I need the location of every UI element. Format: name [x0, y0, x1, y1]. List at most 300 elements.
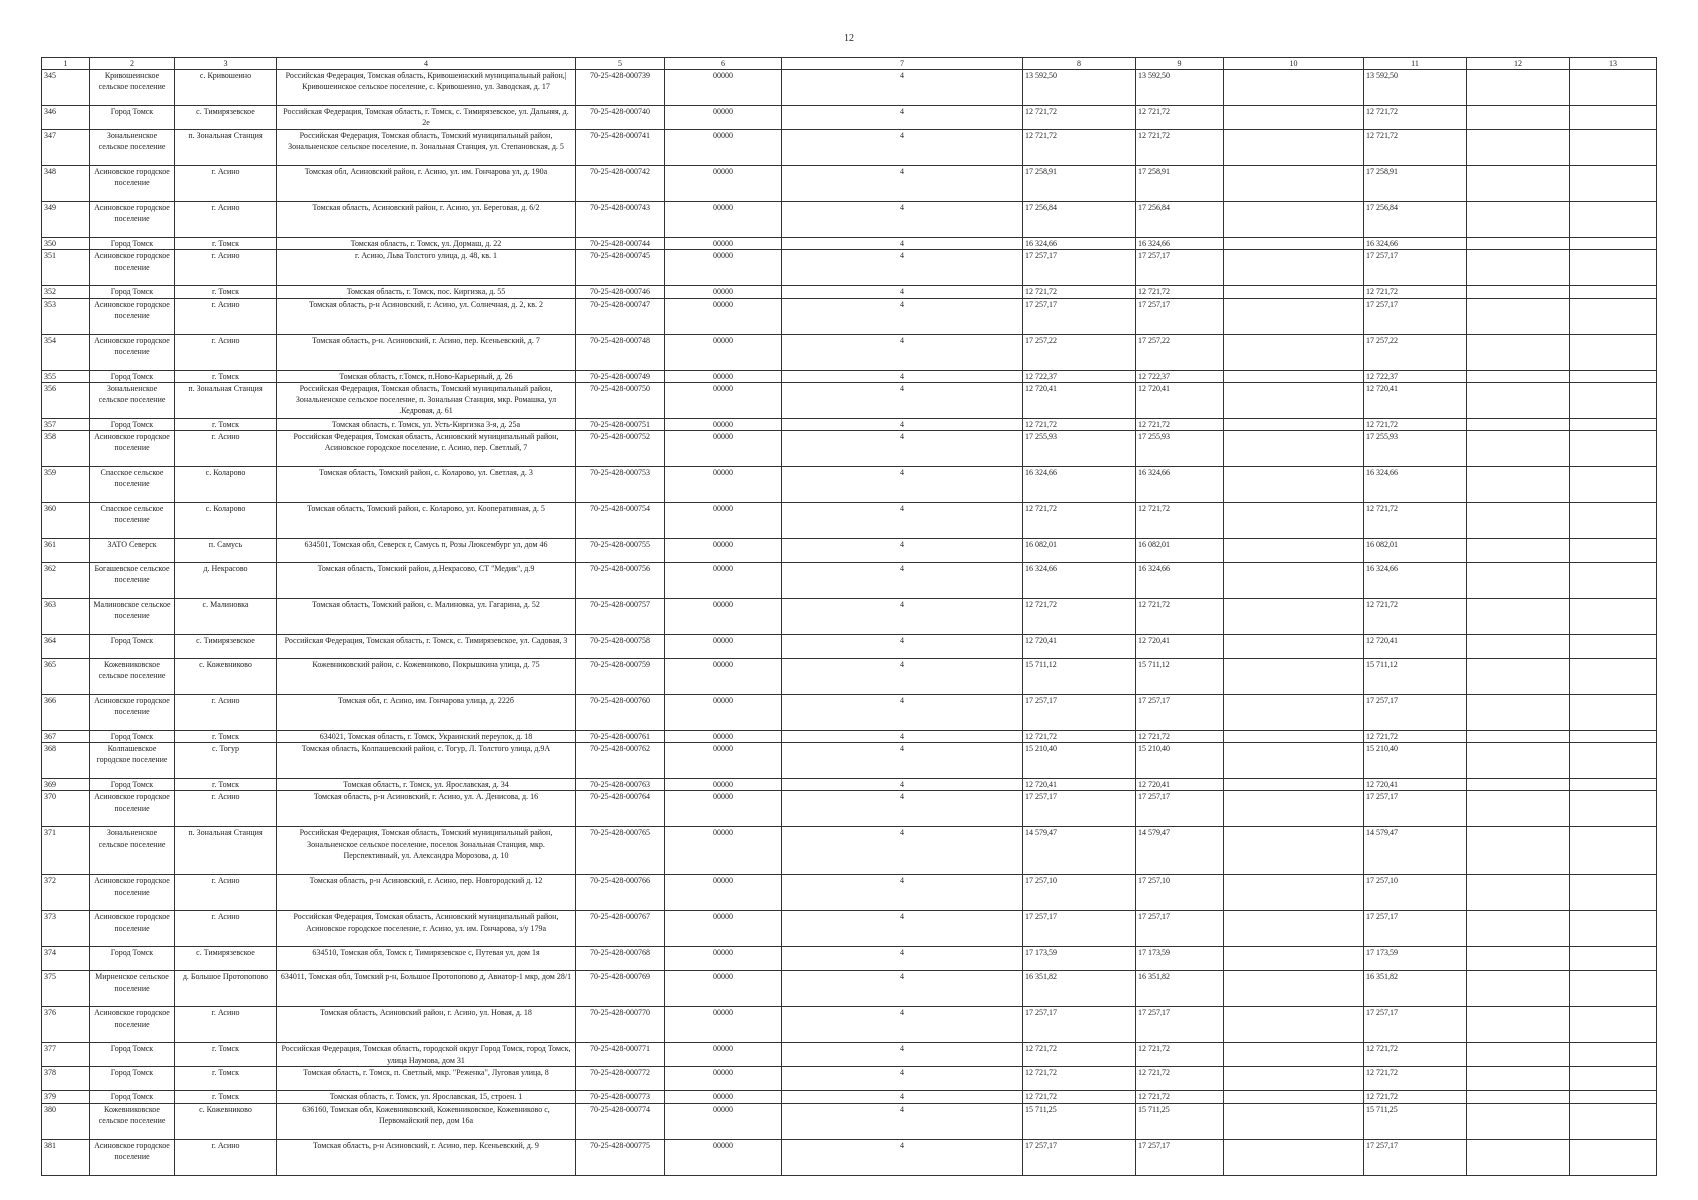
settlement-cell: г. Томск — [175, 779, 277, 791]
category-cell: 4 — [782, 911, 1023, 947]
code-cell: 00000 — [665, 791, 782, 827]
row-number-cell: 375 — [42, 971, 90, 1007]
address-cell: Российская Федерация, Томская область, г. Томск, с. Тимирязевское, ул. Дальняя, д. 2е — [277, 106, 576, 130]
empty-cell — [1570, 238, 1657, 250]
table-row — [42, 418, 1657, 430]
table-row — [42, 503, 1657, 539]
amount-cell: 12 721,72 — [1364, 1043, 1467, 1067]
row-number-cell: 349 — [42, 202, 90, 238]
registry-code-cell: 70-25-428-000757 — [576, 599, 665, 635]
municipality-cell: Спасское сельское поселение — [90, 503, 175, 539]
amount-cell: 17 173,59 — [1364, 947, 1467, 971]
municipality-cell: Асиновское городское поселение — [90, 1007, 175, 1043]
address-cell: 634011, Томская обл, Томский р-н, Большое Протопопово д, Авиатор-1 мкр, дом 28/1 — [277, 971, 576, 1007]
category-cell: 4 — [782, 70, 1023, 106]
municipality-cell: Город Томск — [90, 1043, 175, 1067]
empty-cell — [1224, 503, 1364, 539]
empty-cell — [1467, 827, 1570, 875]
municipality-cell: Асиновское городское поселение — [90, 298, 175, 334]
code-cell: 00000 — [665, 635, 782, 659]
amount-cell: 13 592,50 — [1023, 70, 1136, 106]
empty-cell — [1467, 503, 1570, 539]
amount-cell: 17 257,17 — [1023, 298, 1136, 334]
category-cell: 4 — [782, 1139, 1023, 1175]
amount-cell: 15 711,12 — [1023, 659, 1136, 695]
amount-cell: 17 257,17 — [1136, 298, 1224, 334]
settlement-cell: с. Тимирязевское — [175, 947, 277, 971]
address-cell: Томская область, р-н Асиновский, г. Асино, пер. Ксеньевский, д. 9 — [277, 1139, 576, 1175]
registry-code-cell: 70-25-428-000744 — [576, 238, 665, 250]
amount-cell: 12 721,72 — [1136, 503, 1224, 539]
municipality-cell: Зональненское сельское поселение — [90, 130, 175, 166]
table-row — [42, 635, 1657, 659]
settlement-cell: д. Некрасово — [175, 563, 277, 599]
municipality-cell: Город Томск — [90, 779, 175, 791]
municipality-cell: ЗАТО Северск — [90, 539, 175, 563]
registry-code-cell: 70-25-428-000740 — [576, 106, 665, 130]
empty-cell — [1224, 467, 1364, 503]
settlement-cell: г. Асино — [175, 202, 277, 238]
row-number-cell: 348 — [42, 166, 90, 202]
empty-cell — [1224, 1067, 1364, 1091]
code-cell: 00000 — [665, 659, 782, 695]
address-cell: Кожевниковский район, с. Кожевниково, Покрышкина улица, д. 75 — [277, 659, 576, 695]
municipality-cell: Мирненское сельское поселение — [90, 971, 175, 1007]
registry-code-cell: 70-25-428-000772 — [576, 1067, 665, 1091]
category-cell: 4 — [782, 130, 1023, 166]
empty-cell — [1467, 418, 1570, 430]
table-row — [42, 382, 1657, 418]
empty-cell — [1570, 875, 1657, 911]
column-header: 12 — [1467, 58, 1570, 70]
column-header: 3 — [175, 58, 277, 70]
amount-cell: 12 721,72 — [1023, 106, 1136, 130]
code-cell: 00000 — [665, 503, 782, 539]
empty-cell — [1224, 599, 1364, 635]
category-cell: 4 — [782, 791, 1023, 827]
address-cell: Томская область, г. Томск, ул. Ярославская, д. 34 — [277, 779, 576, 791]
empty-cell — [1570, 827, 1657, 875]
column-header: 13 — [1570, 58, 1657, 70]
category-cell: 4 — [782, 1043, 1023, 1067]
amount-cell: 16 324,66 — [1364, 563, 1467, 599]
empty-cell — [1467, 635, 1570, 659]
empty-cell — [1224, 130, 1364, 166]
code-cell: 00000 — [665, 130, 782, 166]
registry-code-cell: 70-25-428-000765 — [576, 827, 665, 875]
empty-cell — [1467, 370, 1570, 382]
municipality-cell: Зональненское сельское поселение — [90, 382, 175, 418]
amount-cell: 12 720,41 — [1136, 382, 1224, 418]
amount-cell: 17 258,91 — [1023, 166, 1136, 202]
empty-cell — [1467, 382, 1570, 418]
registry-code-cell: 70-25-428-000746 — [576, 286, 665, 298]
empty-cell — [1570, 971, 1657, 1007]
code-cell: 00000 — [665, 1091, 782, 1103]
amount-cell: 14 579,47 — [1364, 827, 1467, 875]
municipality-cell: Асиновское городское поселение — [90, 334, 175, 370]
settlement-cell: г. Асино — [175, 166, 277, 202]
registry-code-cell: 70-25-428-000767 — [576, 911, 665, 947]
address-cell: Томская область, Асиновский район, г. Асино, ул. Береговая, д. 6/2 — [277, 202, 576, 238]
address-cell: Российская Федерация, Томская область, Асиновский муниципальный район, Асиновское городское поселение, г. Асино, ул. им. Гончарова, з/у 179а — [277, 911, 576, 947]
category-cell: 4 — [782, 1067, 1023, 1091]
settlement-cell: с. Тогур — [175, 743, 277, 779]
registry-code-cell: 70-25-428-000747 — [576, 298, 665, 334]
empty-cell — [1224, 370, 1364, 382]
municipality-cell: Спасское сельское поселение — [90, 467, 175, 503]
settlement-cell: г. Асино — [175, 250, 277, 286]
amount-cell: 16 082,01 — [1136, 539, 1224, 563]
row-number-cell: 374 — [42, 947, 90, 971]
table-row — [42, 779, 1657, 791]
municipality-cell: Асиновское городское поселение — [90, 911, 175, 947]
empty-cell — [1467, 238, 1570, 250]
empty-cell — [1570, 695, 1657, 731]
address-cell: г. Асино, Льва Толстого улица, д. 48, кв. 1 — [277, 250, 576, 286]
address-cell: Томская область, Колпашевский район, с. Тогур, Л. Толстого улица, д.9А — [277, 743, 576, 779]
municipality-cell: Богашевское сельское поселение — [90, 563, 175, 599]
code-cell: 00000 — [665, 1007, 782, 1043]
address-cell: Российская Федерация, Томская область, Томский муниципальный район, Зональненское сельское поселение, п. Зональная Станция, мкр. Ромашка, ул .Кедровая, д. 61 — [277, 382, 576, 418]
registry-code-cell: 70-25-428-000771 — [576, 1043, 665, 1067]
amount-cell: 12 721,72 — [1364, 418, 1467, 430]
code-cell: 00000 — [665, 286, 782, 298]
empty-cell — [1224, 106, 1364, 130]
row-number-cell: 377 — [42, 1043, 90, 1067]
registry-code-cell: 70-25-428-000766 — [576, 875, 665, 911]
registry-code-cell: 70-25-428-000759 — [576, 659, 665, 695]
municipality-cell: Город Томск — [90, 947, 175, 971]
address-cell: Российская Федерация, Томская область, городской округ Город Томск, город Томск, улица Наумова, дом 31 — [277, 1043, 576, 1067]
column-header: 5 — [576, 58, 665, 70]
amount-cell: 12 721,72 — [1023, 286, 1136, 298]
code-cell: 00000 — [665, 971, 782, 1007]
amount-cell: 13 592,50 — [1136, 70, 1224, 106]
row-number-cell: 368 — [42, 743, 90, 779]
amount-cell: 16 324,66 — [1023, 563, 1136, 599]
municipality-cell: Кожевниковское сельское поселение — [90, 1103, 175, 1139]
code-cell: 00000 — [665, 539, 782, 563]
table-row — [42, 1139, 1657, 1175]
amount-cell: 17 173,59 — [1136, 947, 1224, 971]
category-cell: 4 — [782, 503, 1023, 539]
amount-cell: 12 721,72 — [1023, 599, 1136, 635]
municipality-cell: Город Томск — [90, 635, 175, 659]
category-cell: 4 — [782, 202, 1023, 238]
table-row — [42, 1091, 1657, 1103]
amount-cell: 12 721,72 — [1364, 599, 1467, 635]
empty-cell — [1224, 431, 1364, 467]
amount-cell: 16 324,66 — [1364, 238, 1467, 250]
amount-cell: 12 721,72 — [1136, 130, 1224, 166]
settlement-cell: г. Асино — [175, 695, 277, 731]
row-number-cell: 363 — [42, 599, 90, 635]
empty-cell — [1224, 70, 1364, 106]
code-cell: 00000 — [665, 731, 782, 743]
empty-cell — [1570, 106, 1657, 130]
table-row — [42, 1007, 1657, 1043]
municipality-cell: Колпашевское городское поселение — [90, 743, 175, 779]
municipality-cell: Асиновское городское поселение — [90, 875, 175, 911]
amount-cell: 17 257,17 — [1023, 695, 1136, 731]
municipality-cell: Асиновское городское поселение — [90, 695, 175, 731]
code-cell: 00000 — [665, 250, 782, 286]
registry-code-cell: 70-25-428-000764 — [576, 791, 665, 827]
column-header: 4 — [277, 58, 576, 70]
empty-cell — [1224, 166, 1364, 202]
empty-cell — [1570, 431, 1657, 467]
empty-cell — [1224, 1103, 1364, 1139]
table-row — [42, 791, 1657, 827]
category-cell: 4 — [782, 1103, 1023, 1139]
empty-cell — [1467, 743, 1570, 779]
amount-cell: 17 257,22 — [1023, 334, 1136, 370]
column-header: 1 — [42, 58, 90, 70]
empty-cell — [1570, 250, 1657, 286]
registry-code-cell: 70-25-428-000754 — [576, 503, 665, 539]
empty-cell — [1570, 286, 1657, 298]
category-cell: 4 — [782, 166, 1023, 202]
municipality-cell: Город Томск — [90, 1091, 175, 1103]
row-number-cell: 373 — [42, 911, 90, 947]
municipality-cell: Кривошеинское сельское поселение — [90, 70, 175, 106]
column-header: 7 — [782, 58, 1023, 70]
table-row — [42, 827, 1657, 875]
amount-cell: 17 257,17 — [1023, 1007, 1136, 1043]
empty-cell — [1224, 286, 1364, 298]
code-cell: 00000 — [665, 911, 782, 947]
empty-cell — [1224, 947, 1364, 971]
code-cell: 00000 — [665, 827, 782, 875]
table-row — [42, 370, 1657, 382]
table-row — [42, 202, 1657, 238]
table-row — [42, 1103, 1657, 1139]
row-number-cell: 378 — [42, 1067, 90, 1091]
settlement-cell: с. Тимирязевское — [175, 635, 277, 659]
amount-cell: 12 721,72 — [1136, 599, 1224, 635]
empty-cell — [1224, 911, 1364, 947]
row-number-cell: 360 — [42, 503, 90, 539]
amount-cell: 14 579,47 — [1023, 827, 1136, 875]
address-cell: Томская область, г. Томск, ул. Ярославская, 15, строен. 1 — [277, 1091, 576, 1103]
page-number: 12 — [844, 33, 854, 44]
settlement-cell: с. Коларово — [175, 503, 277, 539]
empty-cell — [1224, 250, 1364, 286]
category-cell: 4 — [782, 382, 1023, 418]
empty-cell — [1570, 659, 1657, 695]
empty-cell — [1224, 382, 1364, 418]
settlement-cell: п. Зональная Станция — [175, 130, 277, 166]
empty-cell — [1467, 947, 1570, 971]
amount-cell: 12 720,41 — [1023, 635, 1136, 659]
category-cell: 4 — [782, 418, 1023, 430]
empty-cell — [1467, 779, 1570, 791]
code-cell: 00000 — [665, 599, 782, 635]
row-number-cell: 376 — [42, 1007, 90, 1043]
amount-cell: 12 721,72 — [1364, 731, 1467, 743]
amount-cell: 17 257,10 — [1023, 875, 1136, 911]
category-cell: 4 — [782, 731, 1023, 743]
empty-cell — [1224, 1091, 1364, 1103]
amount-cell: 12 722,37 — [1364, 370, 1467, 382]
empty-cell — [1467, 1091, 1570, 1103]
settlement-cell: с. Кожевниково — [175, 1103, 277, 1139]
header-row — [42, 58, 1657, 70]
empty-cell — [1224, 539, 1364, 563]
address-cell: Томская область, р-н. Асиновский, г. Асино, пер. Ксеньевский, д. 7 — [277, 334, 576, 370]
settlement-cell: п. Зональная Станция — [175, 382, 277, 418]
empty-cell — [1467, 1007, 1570, 1043]
amount-cell: 17 258,91 — [1136, 166, 1224, 202]
row-number-cell: 357 — [42, 418, 90, 430]
row-number-cell: 359 — [42, 467, 90, 503]
amount-cell: 17 257,17 — [1364, 1007, 1467, 1043]
address-cell: Российская Федерация, Томская область, Кривошеинский муниципальный район,|Кривошеинское сельское поселение, с. Кривошеино, ул. Заводская, д. 17 — [277, 70, 576, 106]
settlement-cell: с. Кожевниково — [175, 659, 277, 695]
municipality-cell: Малиновское сельское поселение — [90, 599, 175, 635]
category-cell: 4 — [782, 1091, 1023, 1103]
settlement-cell: г. Асино — [175, 298, 277, 334]
settlement-cell: г. Асино — [175, 791, 277, 827]
registry-code-cell: 70-25-428-000753 — [576, 467, 665, 503]
amount-cell: 17 257,10 — [1136, 875, 1224, 911]
empty-cell — [1224, 659, 1364, 695]
address-cell: Российская Федерация, Томская область, Асиновский муниципальный район, Асиновское городское поселение, г. Асино, пер. Светлый, 7 — [277, 431, 576, 467]
registry-code-cell: 70-25-428-000768 — [576, 947, 665, 971]
code-cell: 00000 — [665, 334, 782, 370]
category-cell: 4 — [782, 827, 1023, 875]
amount-cell: 16 324,66 — [1023, 238, 1136, 250]
empty-cell — [1467, 298, 1570, 334]
table-row — [42, 298, 1657, 334]
amount-cell: 17 257,17 — [1364, 911, 1467, 947]
empty-cell — [1224, 971, 1364, 1007]
registry-code-cell: 70-25-428-000752 — [576, 431, 665, 467]
table-row — [42, 875, 1657, 911]
row-number-cell: 347 — [42, 130, 90, 166]
category-cell: 4 — [782, 599, 1023, 635]
table-row — [42, 70, 1657, 106]
code-cell: 00000 — [665, 467, 782, 503]
code-cell: 00000 — [665, 370, 782, 382]
empty-cell — [1570, 791, 1657, 827]
amount-cell: 16 324,66 — [1136, 467, 1224, 503]
empty-cell — [1224, 563, 1364, 599]
registry-code-cell: 70-25-428-000751 — [576, 418, 665, 430]
empty-cell — [1570, 166, 1657, 202]
amount-cell: 12 721,72 — [1136, 1067, 1224, 1091]
amount-cell: 13 592,50 — [1364, 70, 1467, 106]
address-cell: Томская область, р-н Асиновский, г. Асино, пер. Новгородский д. 12 — [277, 875, 576, 911]
row-number-cell: 355 — [42, 370, 90, 382]
address-cell: Томская область, г. Томск, ул. Усть-Киргизка 3-я, д. 25а — [277, 418, 576, 430]
table-row — [42, 539, 1657, 563]
empty-cell — [1570, 503, 1657, 539]
code-cell: 00000 — [665, 1043, 782, 1067]
empty-cell — [1570, 298, 1657, 334]
address-cell: Томская область, р-н Асиновский, г. Асино, ул. Солнечная, д. 2, кв. 2 — [277, 298, 576, 334]
table-row — [42, 947, 1657, 971]
amount-cell: 17 257,17 — [1136, 911, 1224, 947]
table-row — [42, 971, 1657, 1007]
row-number-cell: 351 — [42, 250, 90, 286]
empty-cell — [1467, 695, 1570, 731]
registry-code-cell: 70-25-428-000748 — [576, 334, 665, 370]
amount-cell: 15 210,40 — [1136, 743, 1224, 779]
amount-cell: 12 721,72 — [1023, 130, 1136, 166]
empty-cell — [1570, 1139, 1657, 1175]
registry-table — [41, 57, 1657, 1176]
amount-cell: 17 257,17 — [1136, 1007, 1224, 1043]
code-cell: 00000 — [665, 563, 782, 599]
empty-cell — [1467, 286, 1570, 298]
settlement-cell: с. Коларово — [175, 467, 277, 503]
amount-cell: 12 720,41 — [1023, 382, 1136, 418]
settlement-cell: г. Асино — [175, 1139, 277, 1175]
amount-cell: 17 255,93 — [1136, 431, 1224, 467]
address-cell: Томская область, Томский район, с. Коларово, ул. Светлая, д. 3 — [277, 467, 576, 503]
settlement-cell: с. Тимирязевское — [175, 106, 277, 130]
code-cell: 00000 — [665, 418, 782, 430]
amount-cell: 17 257,17 — [1023, 791, 1136, 827]
amount-cell: 12 721,72 — [1364, 503, 1467, 539]
municipality-cell: Город Томск — [90, 286, 175, 298]
row-number-cell: 366 — [42, 695, 90, 731]
table-row — [42, 467, 1657, 503]
empty-cell — [1467, 166, 1570, 202]
municipality-cell: Асиновское городское поселение — [90, 1139, 175, 1175]
amount-cell: 17 257,17 — [1136, 695, 1224, 731]
amount-cell: 17 256,84 — [1364, 202, 1467, 238]
address-cell: Томская область, Томский район, с. Коларово, ул. Кооперативная, д. 5 — [277, 503, 576, 539]
category-cell: 4 — [782, 238, 1023, 250]
empty-cell — [1570, 370, 1657, 382]
address-cell: Томская область, р-н Асиновский, г. Асино, ул. А. Денисова, д. 16 — [277, 791, 576, 827]
category-cell: 4 — [782, 250, 1023, 286]
municipality-cell: Город Томск — [90, 418, 175, 430]
empty-cell — [1570, 130, 1657, 166]
category-cell: 4 — [782, 298, 1023, 334]
empty-cell — [1570, 1091, 1657, 1103]
code-cell: 00000 — [665, 947, 782, 971]
empty-cell — [1224, 875, 1364, 911]
amount-cell: 12 721,72 — [1023, 418, 1136, 430]
registry-code-cell: 70-25-428-000743 — [576, 202, 665, 238]
amount-cell: 17 257,22 — [1364, 334, 1467, 370]
column-header: 8 — [1023, 58, 1136, 70]
row-number-cell: 356 — [42, 382, 90, 418]
amount-cell: 12 721,72 — [1136, 1043, 1224, 1067]
amount-cell: 15 711,25 — [1364, 1103, 1467, 1139]
column-header: 11 — [1364, 58, 1467, 70]
category-cell: 4 — [782, 370, 1023, 382]
category-cell: 4 — [782, 875, 1023, 911]
settlement-cell: г. Томск — [175, 286, 277, 298]
amount-cell: 15 210,40 — [1023, 743, 1136, 779]
code-cell: 00000 — [665, 875, 782, 911]
table-row — [42, 106, 1657, 130]
table-row — [42, 1067, 1657, 1091]
amount-cell: 17 257,17 — [1364, 250, 1467, 286]
empty-cell — [1467, 1067, 1570, 1091]
code-cell: 00000 — [665, 202, 782, 238]
row-number-cell: 367 — [42, 731, 90, 743]
amount-cell: 12 721,72 — [1136, 286, 1224, 298]
amount-cell: 15 711,25 — [1136, 1103, 1224, 1139]
code-cell: 00000 — [665, 298, 782, 334]
amount-cell: 12 722,37 — [1136, 370, 1224, 382]
